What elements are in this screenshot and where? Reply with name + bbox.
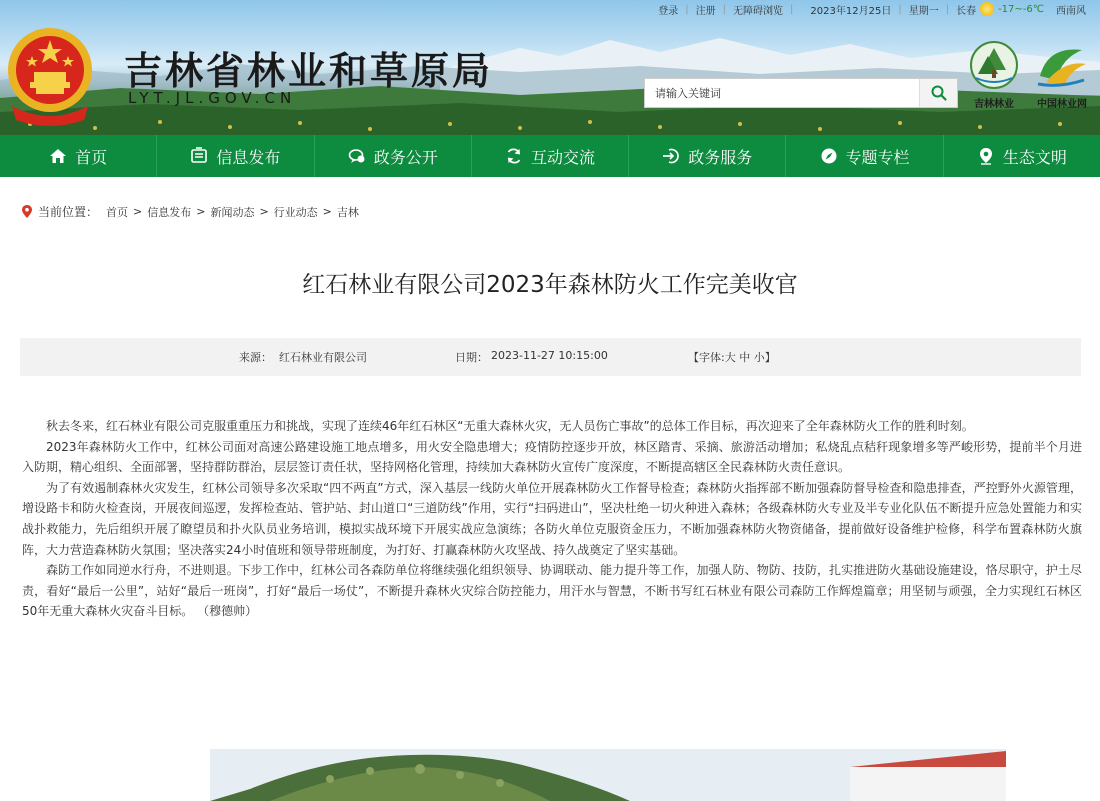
location-icon	[977, 147, 995, 165]
enter-icon	[662, 147, 680, 165]
divider: |	[898, 3, 902, 15]
divider: |	[945, 3, 950, 15]
search-box	[644, 78, 958, 108]
nav-label: 专题专栏	[845, 147, 910, 167]
breadcrumb	[22, 203, 359, 220]
breadcrumb-item-news[interactable]: 新闻动态	[210, 205, 255, 219]
jilin-forestry-emblem-icon	[966, 40, 1022, 90]
article-title: 红石林业有限公司2023年森林防火工作完美收官	[302, 272, 798, 298]
header-banner	[0, 0, 1100, 135]
nav-label: 信息发布	[216, 147, 281, 167]
forest-hill-image	[210, 749, 1006, 801]
login-link[interactable]: 登录	[658, 5, 679, 17]
national-emblem-icon	[6, 26, 94, 130]
weather-temperature: -17~-6℃	[998, 3, 1044, 15]
main-nav	[0, 135, 1100, 177]
chat-icon	[348, 147, 366, 165]
compass-icon	[820, 147, 838, 165]
china-forestry-logo[interactable]	[1034, 40, 1090, 110]
nav-item-interaction[interactable]	[472, 135, 629, 177]
article-photo	[210, 749, 1006, 801]
breadcrumb-item-info-release[interactable]: 信息发布	[147, 205, 192, 219]
accessible-browse-link[interactable]: 无障碍浏览	[733, 5, 784, 17]
article-paragraph: 森防工作如同逆水行舟，不进则退。下步工作中，红林公司各森防单位将继续强化组织领导、协调联动、能力提升等工作，加强人防、物防、技防，扎实推进防火基础设施建设，恪尽职守，护土尽责，看好“最后一公里”，站好“最后一班岗”，打好“最后一场仗”，不断提升森林火灾综合防控能力，用汗水与智慧，不断书写红石林业有限公司森防工作辉煌篇章；用坚韧与顽强，全力实现红石林区50年无重大森林火灾奋斗目标。 （穆德帅）	[22, 563, 1082, 619]
search-button[interactable]	[919, 79, 957, 107]
breadcrumb-item-home[interactable]: 首页	[106, 205, 129, 219]
breadcrumb-separator: >	[133, 205, 143, 218]
breadcrumb-item-industry-news[interactable]: 行业动态	[273, 205, 318, 219]
sunny-icon	[980, 2, 994, 16]
source-label: 来源：	[239, 351, 272, 364]
current-date: 2023年12月25日	[810, 5, 892, 17]
nav-item-government-affairs[interactable]	[315, 135, 472, 177]
nav-label: 生态文明	[1002, 147, 1067, 167]
font-size-switcher[interactable]: 【字体:大 中 小】	[688, 351, 776, 364]
nav-label: 政务公开	[373, 147, 438, 167]
register-link[interactable]: 注册	[695, 5, 716, 17]
divider: |	[790, 3, 794, 15]
nav-item-special-topics[interactable]	[786, 135, 943, 177]
article-source: 红石林业有限公司	[279, 351, 367, 364]
site-domain: LYT.JL.GOV.CN	[128, 89, 297, 107]
search-input[interactable]	[645, 79, 919, 107]
article-paragraph: 秋去冬来，红石林业有限公司克服重重压力和挑战，实现了连续46年红石林区“无重大森林火灾，无人员伤亡事故”的总体工作目标，再次迎来了全年森林防火工作的胜利时刻。	[46, 419, 974, 433]
breadcrumb-separator: >	[259, 205, 269, 218]
nav-item-government-services[interactable]	[629, 135, 786, 177]
nav-label: 政务服务	[688, 147, 753, 167]
location-pin-icon	[22, 205, 32, 218]
article-body	[22, 416, 1082, 622]
nav-item-home[interactable]	[0, 135, 157, 177]
weather-wind: 西南风	[1056, 5, 1086, 17]
nav-label: 互动交流	[530, 147, 595, 167]
breadcrumb-separator: >	[322, 205, 332, 218]
breadcrumb-item-jilin[interactable]: 吉林	[336, 205, 359, 219]
site-title: 吉林省林业和草原局	[124, 48, 494, 93]
date-label: 日期：	[455, 351, 488, 364]
current-weekday: 星期一	[908, 5, 939, 17]
home-icon	[49, 147, 67, 165]
divider: |	[722, 3, 727, 15]
article-paragraph: 为了有效遏制森林火灾发生，红林公司领导多次采取“四不两直”方式，深入基层一线防火单位开展森林防火工作督导检查；森林防火指挥部不断加强森防督导检查和隐患排查，严控野外火源管理，增设路卡和防火检查岗，开展夜间巡逻，发挥检查站、管护站、封山道口“三道防线”作用，实行“扫码进山”，坚决杜绝一切火种进入森林；各级森林防火专业及半专业化队伍不断提升应急处置能力和实战扑救能力，先后组织开展了瞭望员和扑火队员业务培训，模拟实战环境下开展实战应急演练；各防火单位克服资金压力，不断加强森林防火物资储备，提前做好设备维护检修，科学布置森林防火旗阵，大力营造森林防火氛围；坚决落实24小时值班和领导带班制度，为打好、打赢森林防火攻坚战、持久战奠定了坚实基础。	[22, 480, 1082, 557]
nav-label: 首页	[75, 147, 108, 167]
top-utility-bar	[652, 0, 1100, 18]
jilin-forestry-logo[interactable]	[966, 40, 1022, 110]
document-icon	[190, 147, 208, 165]
article-paragraph: 2023年森林防火工作中，红林公司面对高速公路建设施工地点增多，用火安全隐患增大；疫情防控逐步开放，林区踏青、采摘、旅游活动增加；私烧乱点秸秆现象增多等严峻形势，提前半个月进入防期，精心组织、全面部署，坚持群防群治，层层签订责任状，坚持网格化管理，持续加大森林防火宣传广度深度，不断提高辖区全民森林防火责任意识。	[22, 439, 1082, 475]
nav-item-info-release[interactable]	[157, 135, 314, 177]
search-icon	[931, 85, 947, 101]
nav-item-ecological-civilization[interactable]	[944, 135, 1100, 177]
weather-city: 长春	[956, 5, 977, 17]
divider: |	[685, 3, 689, 15]
breadcrumb-label: 当前位置：	[38, 205, 99, 219]
jilin-forestry-caption: 吉林林业	[974, 99, 1014, 110]
breadcrumb-separator: >	[196, 205, 206, 218]
china-forestry-caption: 中国林业网	[1037, 99, 1087, 110]
refresh-icon	[505, 147, 523, 165]
article-meta-bar	[20, 338, 1081, 376]
china-forestry-emblem-icon	[1034, 40, 1090, 90]
article-date: 2023-11-27 10:15:00	[491, 349, 608, 362]
